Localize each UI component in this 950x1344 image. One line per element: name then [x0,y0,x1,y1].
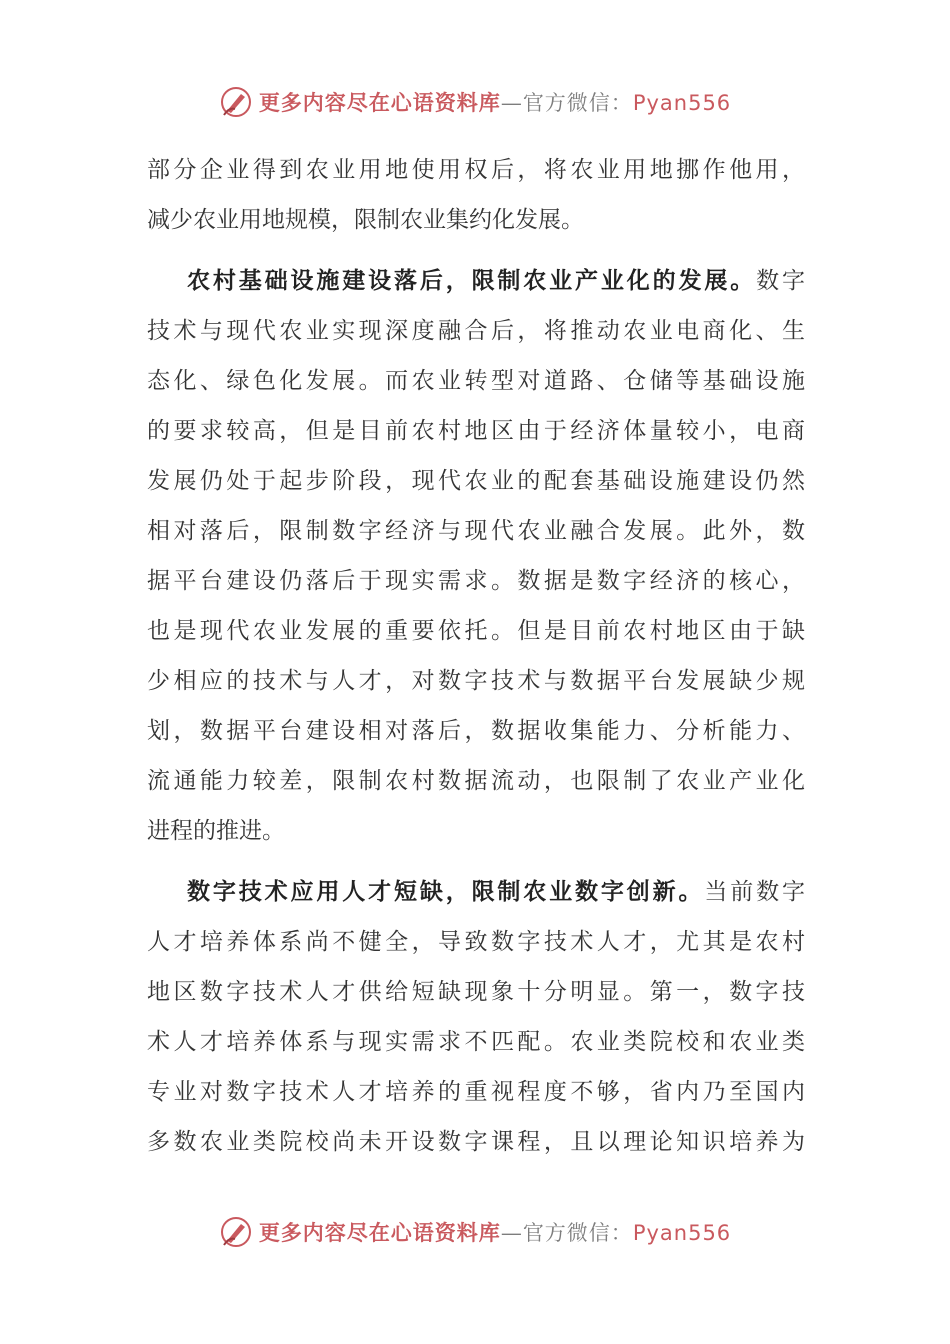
header-dash: — [500,91,523,115]
text-line: 的要求较高，但是目前农村地区由于经济体量较小，电商 [147,418,805,444]
header-account: Pyan556 [632,91,732,115]
text-line: 减少农业用地规模，限制农业集约化发展。 [147,207,584,233]
text-line: 相对落后，限制数字经济与现代农业融合发展。此外，数 [147,518,805,544]
header-text [259,87,731,117]
text-line: 划，数据平台建设相对落后，数据收集能力、分析能力、 [147,718,805,744]
footer-banner [0,1212,950,1252]
header-title: 更多内容尽在心语资料库 [258,90,501,115]
paragraph-lead-line [147,256,805,306]
paragraph-heading: 农村基础设施建设落后，限制农业产业化的发展。 [187,268,757,294]
header-label: 官方微信： [522,91,633,115]
text-line: 部分企业得到农业用地使用权后，将农业用地挪作他用， [147,157,805,183]
text-span: 当前数字 [704,879,806,905]
footer-title: 更多内容尽在心语资料库 [258,1220,501,1245]
footer-account: Pyan556 [632,1221,732,1245]
text-line: 术人才培养体系与现实需求不匹配。农业类院校和农业类 [147,1029,805,1055]
paragraph-2 [147,256,805,856]
paragraph-1 [147,145,805,245]
pen-logo-icon [219,85,253,119]
text-line: 据平台建设仍落后于现实需求。数据是数字经济的核心， [147,568,805,594]
text-line: 发展仍处于起步阶段，现代农业的配套基础设施建设仍然 [147,468,805,494]
footer-dash: — [500,1221,523,1245]
text-line: 态化、绿色化发展。而农业转型对道路、仓储等基础设施 [147,368,805,394]
footer-label: 官方微信： [522,1221,633,1245]
text-line: 人才培养体系尚不健全，导致数字技术人才，尤其是农村 [147,929,805,955]
paragraph-lead-line [147,867,805,917]
pen-logo-icon [219,1215,253,1249]
paragraph-heading: 数字技术应用人才短缺，限制农业数字创新。 [187,879,705,905]
text-line: 专业对数字技术人才培养的重视程度不够，省内乃至国内 [147,1079,805,1105]
text-line: 少相应的技术与人才，对数字技术与数据平台发展缺少规 [147,668,805,694]
text-line: 流通能力较差，限制农村数据流动，也限制了农业产业化 [147,768,805,794]
text-span: 数字 [756,268,806,294]
header-banner [0,82,950,122]
text-line: 多数农业类院校尚未开设数字课程，且以理论知识培养为 [147,1129,805,1155]
text-line: 地区数字技术人才供给短缺现象十分明显。第一，数字技 [147,979,805,1005]
document-body [147,145,805,1167]
text-line: 进程的推进。 [147,818,285,844]
text-line: 也是现代农业发展的重要依托。但是目前农村地区由于缺 [147,618,805,644]
paragraph-3 [147,867,805,1167]
text-line: 技术与现代农业实现深度融合后，将推动农业电商化、生 [147,318,805,344]
footer-text [259,1217,731,1247]
